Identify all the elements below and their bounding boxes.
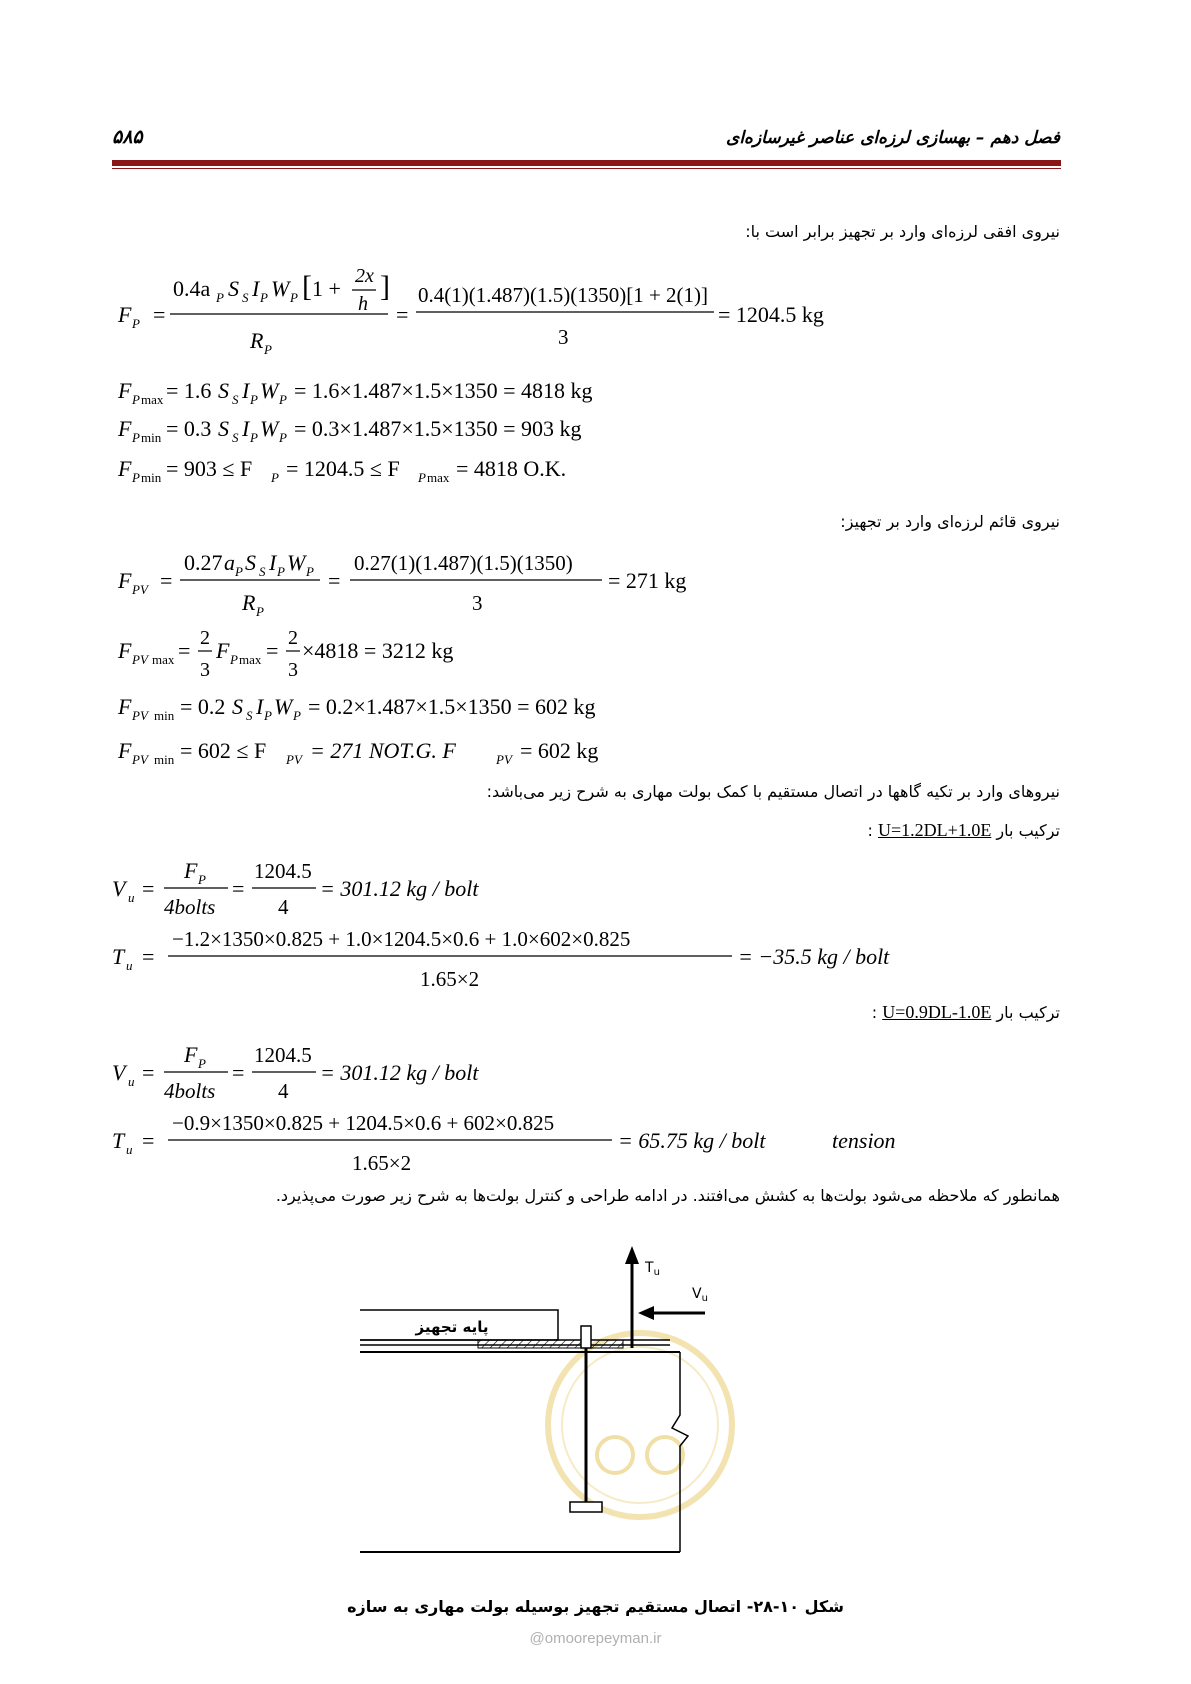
svg-text:max: max	[427, 470, 450, 485]
svg-text:P: P	[290, 290, 298, 305]
svg-text:S: S	[259, 564, 266, 579]
load-combination-2	[872, 1002, 1060, 1023]
svg-text:]: ]	[380, 270, 390, 303]
svg-text:=: =	[396, 302, 409, 327]
svg-text:P: P	[198, 1056, 206, 1071]
svg-text:=: =	[328, 568, 341, 593]
svg-text:S: S	[245, 550, 256, 575]
svg-text:max: max	[141, 392, 164, 407]
svg-text:P: P	[230, 652, 238, 667]
svg-text:P: P	[264, 708, 272, 723]
svg-text:u: u	[126, 958, 133, 973]
svg-text:V: V	[112, 1060, 126, 1085]
svg-text:= 0.2: = 0.2	[180, 694, 226, 719]
svg-text:=: =	[142, 1128, 155, 1153]
svg-text:W: W	[260, 416, 279, 441]
paragraph-vertical-force: نیروی قائم لرزه‌ای وارد بر تجهیز:	[840, 512, 1060, 531]
svg-text:P: P	[250, 392, 258, 407]
svg-text:P: P	[250, 430, 258, 445]
svg-text:P: P	[279, 392, 287, 407]
tu2-result: = 65.75 kg / bolt	[618, 1128, 766, 1153]
svg-text:min: min	[141, 430, 162, 445]
svg-text:[: [	[302, 270, 312, 303]
svg-text:min: min	[154, 708, 175, 723]
fpvcheck-a: = 602 ≤ F	[180, 738, 267, 763]
equation-tu-1	[112, 922, 932, 994]
vu2-num2: 1204.5	[254, 1043, 312, 1067]
header-rule-thick	[112, 160, 1061, 166]
svg-text:F: F	[216, 638, 230, 663]
equation-fp	[118, 262, 878, 362]
svg-text:P: P	[132, 470, 140, 485]
vu1-den: 4bolts	[164, 895, 216, 919]
fp-num-2x: 2x	[355, 265, 374, 287]
fpvcheck-b: = 271 NOT.G. F	[310, 738, 456, 763]
fp-num-h: h	[358, 293, 368, 315]
vu-label: $V_u$	[692, 1286, 708, 1304]
equation-fpmax	[118, 374, 818, 408]
svg-text:I: I	[242, 378, 250, 403]
svg-text:min: min	[141, 470, 162, 485]
svg-text:P: P	[216, 290, 224, 305]
svg-text:F: F	[118, 416, 132, 441]
svg-text:= 0.3: = 0.3	[166, 416, 212, 441]
equation-vu-1	[112, 856, 812, 926]
svg-text:P: P	[418, 470, 426, 485]
vu2-den2: 4	[278, 1079, 289, 1103]
svg-text:P: P	[271, 470, 279, 485]
svg-text:=: =	[232, 876, 245, 901]
svg-text:0.4a	[173, 276, 211, 301]
svg-text:F: F	[118, 302, 132, 327]
vu2-den: 4bolts	[164, 1079, 216, 1103]
svg-text:S: S	[218, 416, 229, 441]
paragraph-horizontal-force: نیروی افقی لرزه‌ای وارد بر تجهیز برابر است با:	[745, 222, 1060, 241]
svg-text:T: T	[112, 1128, 125, 1153]
svg-text:S: S	[232, 694, 243, 719]
anchor-bolt	[570, 1326, 602, 1512]
svg-text:F: F	[118, 456, 132, 481]
equation-fpmin	[118, 412, 818, 446]
load-combination-1	[868, 820, 1060, 841]
svg-text:u: u	[128, 1074, 135, 1089]
tu1-result: = −35.5 kg / bolt	[738, 944, 890, 969]
fpv-num-right: 0.27(1)(1.487)(1.5)(1350)	[354, 551, 573, 575]
svg-text:u: u	[128, 890, 135, 905]
svg-text:=: =	[266, 638, 279, 663]
equation-tu-2	[112, 1106, 932, 1178]
svg-text:P: P	[277, 564, 285, 579]
svg-text:T: T	[112, 944, 125, 969]
fpcheck-b: = 1204.5 ≤ F	[286, 456, 400, 481]
svg-text:P: P	[235, 564, 243, 579]
equation-fpvmin	[118, 690, 818, 724]
svg-text:F: F	[118, 694, 132, 719]
fp-num-left: 0.4a	[173, 276, 211, 301]
svg-text:PV: PV	[286, 752, 302, 767]
watermark-seal	[548, 1333, 732, 1517]
svg-text:PV: PV	[132, 708, 148, 723]
svg-text:u: u	[126, 1142, 133, 1157]
svg-text:P: P	[260, 290, 268, 305]
header-rule-thin	[112, 168, 1061, 169]
combo-colon-1: :	[867, 821, 873, 840]
svg-text:S: S	[246, 708, 253, 723]
fpv-den-right: 3	[472, 591, 483, 615]
svg-text:S: S	[228, 276, 239, 301]
fp-den: R	[250, 328, 264, 353]
tu2-den: 1.65×2	[352, 1151, 412, 1175]
svg-text:S: S	[242, 290, 249, 305]
svg-text:3: 3	[200, 659, 210, 681]
svg-text:S: S	[218, 378, 229, 403]
svg-text:V: V	[112, 876, 126, 901]
svg-text:F: F	[118, 738, 132, 763]
fpvmax-result: ×4818 = 3212 kg	[302, 638, 454, 663]
svg-text:I: I	[242, 416, 250, 441]
svg-text:=: =	[178, 638, 191, 663]
tension-label: tension	[832, 1128, 896, 1153]
equipment-base-label: پایه تجهیز	[415, 1318, 489, 1336]
combo-2-formula: U=0.9DL-1.0E	[882, 1002, 992, 1022]
vu2-result: = 301.12 kg / bolt	[320, 1060, 479, 1085]
equation-fpvcheck	[118, 734, 818, 768]
svg-text:1 +: 1 +	[312, 276, 341, 301]
tu1-den: 1.65×2	[420, 967, 480, 991]
structure-slab	[360, 1352, 688, 1552]
fpmax-value: = 1.6×1.487×1.5×1350 = 4818 kg	[294, 378, 593, 403]
svg-text:F: F	[118, 568, 132, 593]
fp-result: = 1204.5 kg	[718, 302, 824, 327]
svg-text:W: W	[271, 276, 290, 301]
svg-text:P: P	[132, 392, 140, 407]
svg-text:=: =	[142, 944, 155, 969]
svg-text:F: F	[118, 638, 132, 663]
equation-fpv	[118, 548, 818, 622]
fpcheck-c: = 4818 O.K.	[456, 456, 567, 481]
fpvmin-value: = 0.2×1.487×1.5×1350 = 602 kg	[308, 694, 596, 719]
svg-text:W: W	[287, 550, 306, 575]
svg-text:max: max	[239, 652, 262, 667]
shear-arrow	[638, 1286, 708, 1320]
svg-text:a: a	[224, 550, 235, 575]
figure-caption	[0, 1597, 1191, 1616]
svg-text:2: 2	[200, 627, 210, 649]
combo-colon-2: :	[871, 1003, 878, 1022]
page-number: ۵۸۵	[112, 126, 143, 148]
svg-text:=: =	[142, 1060, 155, 1085]
svg-text:P: P	[132, 316, 140, 331]
vu1-num2: 1204.5	[254, 859, 312, 883]
svg-text:I: I	[256, 694, 264, 719]
equipment-base	[360, 1310, 670, 1348]
fpmin-value: = 0.3×1.487×1.5×1350 = 903 kg	[294, 416, 582, 441]
figure-caption-text: اتصال مستقیم تجهیز بوسیله بولت مهاری به سازه	[347, 1597, 742, 1616]
svg-text:F: F	[184, 858, 198, 883]
svg-text:I: I	[252, 276, 260, 301]
equation-vu-2	[112, 1040, 812, 1110]
fpv-result: = 271 kg	[608, 568, 687, 593]
paragraph-bolts-tension: همانطور که ملاحظه می‌شود بولت‌ها به کشش می‌افتند. در ادامه طراحی و کنترل بولت‌ها به شرح زیر صورت می‌پذیرد.	[275, 1186, 1060, 1205]
vu1-den2: 4	[278, 895, 289, 919]
svg-text:0.27: 0.27	[184, 550, 223, 575]
svg-text:PV: PV	[132, 752, 148, 767]
svg-text:F: F	[118, 378, 132, 403]
watermark-site: @omoorepeyman.ir	[529, 1630, 662, 1647]
tu-label: $T_u$	[645, 1260, 660, 1278]
svg-text:P: P	[293, 708, 301, 723]
tu1-num: −1.2×1350×0.825 + 1.0×1204.5×0.6 + 1.0×602×0.825	[172, 927, 631, 951]
combo-1-formula: U=1.2DL+1.0E	[878, 820, 992, 840]
svg-text:S: S	[232, 392, 239, 407]
svg-text:max: max	[152, 652, 175, 667]
svg-text:=: =	[232, 1060, 245, 1085]
vu1-result: = 301.12 kg / bolt	[320, 876, 479, 901]
svg-text:2: 2	[288, 627, 298, 649]
fpvcheck-c: = 602 kg	[520, 738, 599, 763]
svg-text:P: P	[264, 342, 272, 357]
svg-text:P: P	[306, 564, 314, 579]
equation-fpcheck	[118, 452, 818, 486]
combo-label-2: ترکیب بار	[996, 1003, 1060, 1022]
svg-text:PV: PV	[496, 752, 512, 767]
svg-text:F: F	[184, 1042, 198, 1067]
svg-text:min: min	[154, 752, 175, 767]
chapter-title: فصل دهم – بهسازی لرزه‌ای عناصر غیرسازه‌ای	[726, 128, 1060, 148]
figure-number: شکل ۱۰-۲۸-	[746, 1597, 844, 1616]
paragraph-support-forces: نیروهای وارد بر تکیه گاهها در اتصال مستقیم با کمک بولت مهاری به شرح زیر می‌باشد:	[486, 782, 1060, 801]
svg-text:P: P	[132, 430, 140, 445]
equation-fpvmax	[118, 620, 818, 686]
svg-text:PV: PV	[132, 582, 148, 597]
svg-text:P: P	[256, 604, 264, 619]
svg-text:PV: PV	[132, 652, 148, 667]
svg-text:W: W	[274, 694, 293, 719]
svg-text:=: =	[142, 876, 155, 901]
svg-text:3: 3	[288, 659, 298, 681]
fpcheck-a: = 903 ≤ F	[166, 456, 253, 481]
tu2-num: −0.9×1350×0.825 + 1204.5×0.6 + 602×0.825	[172, 1111, 555, 1135]
svg-text:P: P	[198, 872, 206, 887]
fp-den-right: 3	[558, 325, 569, 349]
svg-text:W: W	[260, 378, 279, 403]
svg-text:= 1.6: = 1.6	[166, 378, 212, 403]
fp-num-right: 0.4(1)(1.487)(1.5)(1350)[1 + 2(1)]	[418, 283, 709, 307]
svg-text:R: R	[242, 590, 256, 615]
combo-label-1: ترکیب بار	[996, 821, 1060, 840]
figure-anchor-bolt	[360, 1240, 840, 1570]
svg-text:S: S	[232, 430, 239, 445]
svg-text:=: =	[153, 302, 166, 327]
svg-text:=: =	[160, 568, 173, 593]
svg-text:I: I	[269, 550, 277, 575]
svg-text:P: P	[279, 430, 287, 445]
